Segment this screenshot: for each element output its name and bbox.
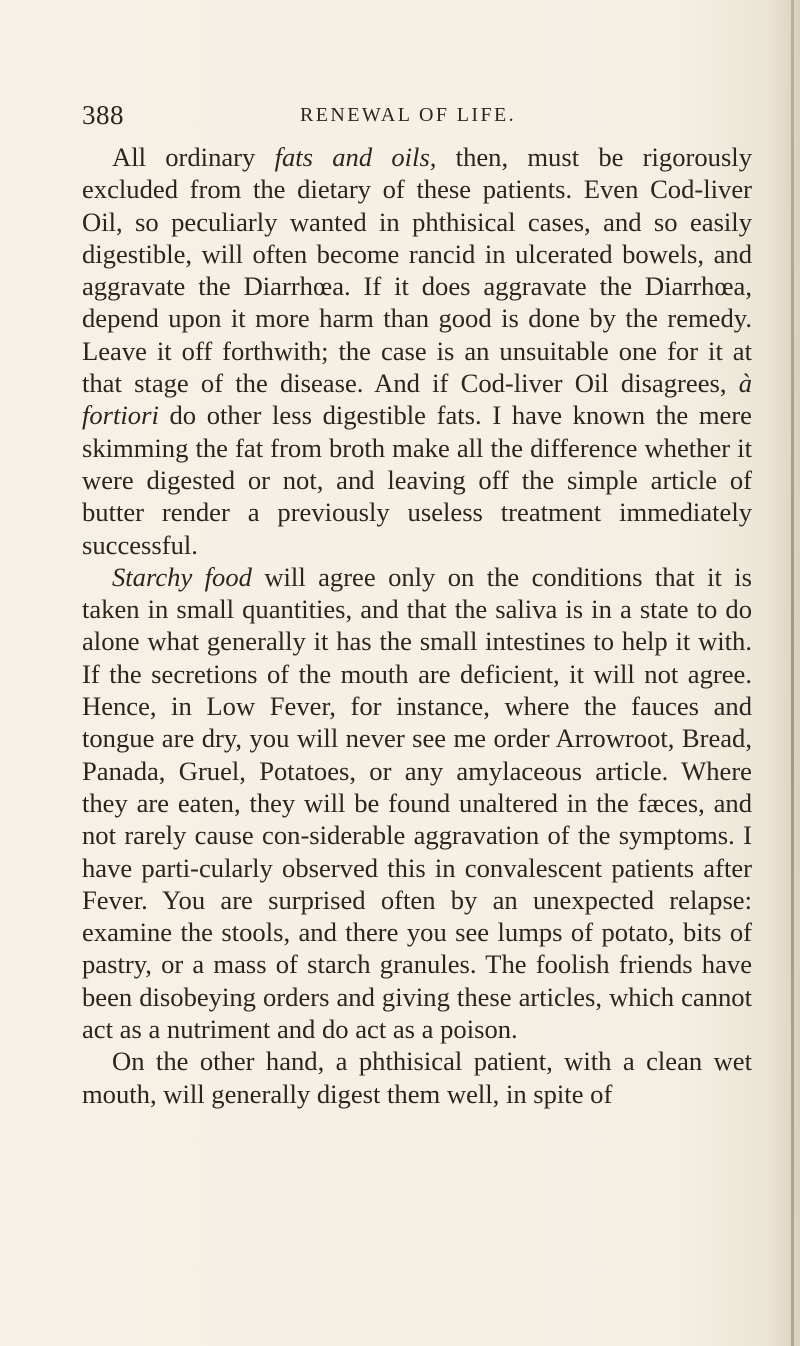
paragraph-starchy-food xyxy=(82,561,752,1045)
text-run: will agree only on the conditions that it is taken in small quantities, and that the saliva is in a state to do alone what generally it has the small intestines to help it with. If the secretions of the mouth are deficient, it will not agree. Hence, in Low Fever, for instance, where the fauces and tongue are dry, you will never see me order Arrowroot, Bread, Panada, Gruel, Potatoes, or any amylaceous article. Where they are eaten, they will be found unaltered in the fæces, and not rarely cause con-siderable aggravation of the symptoms. I have parti-cularly observed this in convalescent patients after Fever. You are surprised often by an unexpected relapse: examine the stools, and there you see lumps of potato, bits of pastry, or a mass of starch granules. The foolish friends have been disobeying orders and giving these articles, which cannot act as a nutriment and do act as a poison. xyxy=(82,561,753,1045)
italic-text: Starchy food xyxy=(112,561,252,592)
text-run: On the other hand, a phthisical patient, with a clean wet mouth, will generally digest them well, in spite of xyxy=(82,1046,752,1109)
body-text xyxy=(82,141,752,1110)
text-run: do other less digestible fats. I have known the mere skimming the fat from broth make all the difference whether it were digested or not, and leaving off the simple article of butter render a previously useless treatment immediately successful. xyxy=(82,400,752,560)
text-run: then, must be rigorously excluded from the dietary of these patients. Even Cod-liver Oil, so peculiarly wanted in phthisical cases, and so easily digestible, will often become rancid in ulcerated bowels, and aggravate the Diarrhœa. If it does aggravate the Diarrhœa, depend upon it more harm than good is done by the remedy. Leave it off forthwith; the case is an unsuitable one for it at that stage of the disease. And if Cod-liver Oil disagrees, xyxy=(82,142,752,399)
italic-text: fats and oils, xyxy=(274,142,437,172)
paragraph-other-hand xyxy=(82,1045,752,1110)
page-header xyxy=(82,100,742,140)
italic-text: à fortiori xyxy=(82,368,752,431)
page-edge-shadow xyxy=(791,0,794,1346)
page-number: 388 xyxy=(82,100,124,130)
paragraph-fats xyxy=(82,141,752,561)
text-run: All ordinary xyxy=(112,142,275,172)
running-head: RENEWAL OF LIFE. xyxy=(300,104,516,126)
